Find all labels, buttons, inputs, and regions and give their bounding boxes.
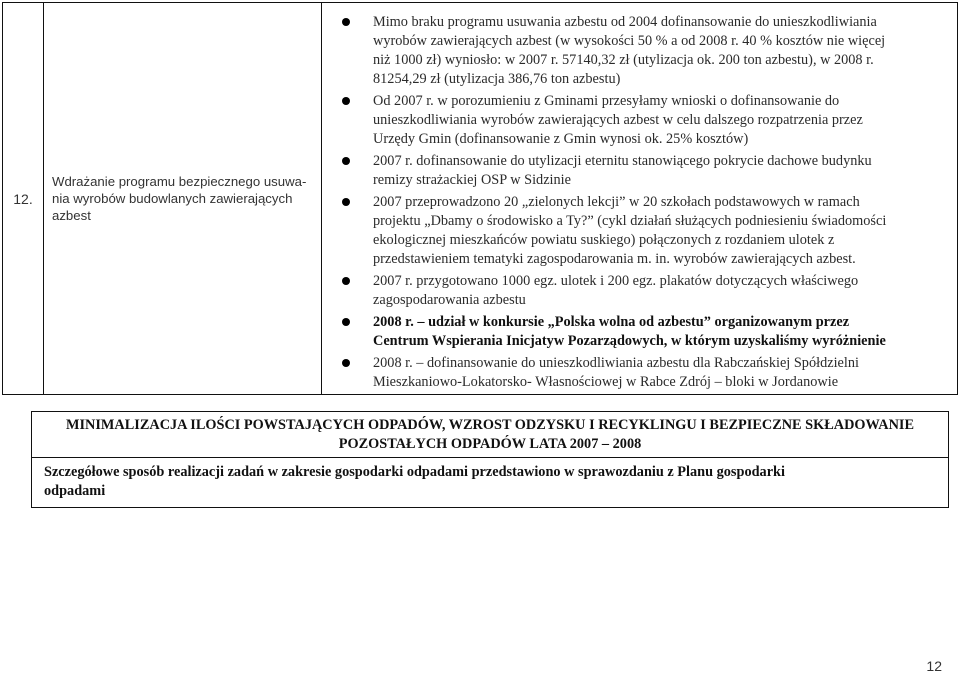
activity-line: 2008 r. – udział w konkursie „Polska wolna od azbestu” organizowanym przez [373, 314, 850, 330]
bullet-icon [342, 318, 350, 326]
bullet-icon [342, 198, 350, 206]
activity-line: Mimo braku programu usuwania azbestu od 2004 dofinansowanie do unieszkodliwiania [373, 14, 877, 30]
activity-line: 2007 przeprowadzono 20 „zielonych lekcji” w 20 szkołach podstawowych w ramach [373, 194, 860, 210]
activity-line: zagospodarowania azbestu [373, 292, 526, 308]
activity-line: 2008 r. – dofinansowanie do unieszkodliwiania azbestu dla Rabczańskiej Spółdzielni [373, 355, 859, 371]
activity-line: Mieszkaniowo-Lokatorsko- Własnościowej w Rabce Zdrój – bloki w Jordanowie [373, 374, 839, 390]
activity-line: Od 2007 r. w porozumieniu z Gminami przesyłamy wnioski o dofinansowanie do [373, 93, 840, 109]
waste-section [31, 411, 949, 508]
bullet-icon [342, 97, 350, 105]
section-body-line: odpadami [44, 483, 106, 499]
row-number [3, 3, 44, 394]
activity-line: 2007 r. przygotowano 1000 egz. ulotek i 200 egz. plakatów dotyczących właściwego [373, 273, 859, 289]
activity-line: remizy strażackiej OSP w Sidzinie [373, 172, 571, 188]
activity-line: unieszkodliwiania wyrobów zawierających azbest w celu dalszego rozpatrzenia przez [373, 112, 863, 128]
bullet-icon [342, 157, 350, 165]
bullet-icon [342, 18, 350, 26]
row-number-text: 12. [13, 190, 33, 207]
activity-line: 2007 r. dofinansowanie do utylizacji eternitu stanowiącego pokrycie dachowe budynku [373, 153, 872, 169]
task-description [322, 3, 957, 394]
bullet-icon [342, 359, 350, 367]
section-heading [32, 412, 948, 458]
activity-line: Urzędy Gmin (dofinansowanie z Gmin wynosi ok. 25% kosztów) [373, 131, 749, 147]
task-title-line: azbest [52, 208, 91, 223]
section-body-line: Szczegółowe sposób realizacji zadań w zakresie gospodarki odpadami przedstawiono w sprawozdaniu z Planu gospodarki [44, 464, 785, 480]
activity-item [322, 193, 951, 269]
activity-line: przedstawieniem tematyki zagospodarowania m. in. wyrobów zawierających azbest. [373, 251, 856, 267]
activity-line: 81254,29 zł (utylizacja 386,76 ton azbestu) [373, 71, 621, 87]
section-body [32, 458, 948, 501]
task-table-row [2, 2, 958, 395]
task-title-line: nia wyrobów budowlanych zawierających [52, 191, 293, 206]
activity-line: niż 1000 zł) wyniosło: w 2007 r. 57140,32 zł (utylizacja ok. 200 ton azbestu), w 2008 r. [373, 52, 874, 68]
section-heading-line: POZOSTAŁYCH ODPADÓW LATA 2007 – 2008 [338, 436, 642, 452]
activity-item [322, 354, 951, 392]
bullet-icon [342, 277, 350, 285]
activity-line: projektu „Dbamy o środowisko a Ty?” (cykl działań służących podniesieniu świadomości [373, 213, 887, 229]
activity-item [322, 92, 951, 149]
activity-item [322, 152, 951, 190]
section-heading-line: MINIMALIZACJA ILOŚCI POWSTAJĄCYCH ODPADÓW, WZROST ODZYSKU I RECYKLINGU I BEZPIECZNE SKŁADOWANIE [65, 417, 915, 433]
activity-line: Centrum Wspierania Inicjatyw Pozarządowych, w którym uzyskaliśmy wyróżnienie [373, 333, 886, 349]
task-title-line: Wdrażanie programu bezpiecznego usuwa- [52, 174, 307, 189]
activity-item-award [322, 313, 951, 351]
activity-item [322, 272, 951, 310]
activity-line: wyrobów zawierających azbest (w wysokości 50 % a od 2008 r. 40 % kosztów nie więcej [373, 33, 886, 49]
activity-line: ekologicznej mieszkańców powiatu suskiego) połączonych z rozdaniem ulotek z [373, 232, 835, 248]
page-number: 12 [926, 658, 942, 674]
activity-list [322, 13, 951, 392]
activity-item [322, 13, 951, 89]
task-title [44, 3, 322, 394]
